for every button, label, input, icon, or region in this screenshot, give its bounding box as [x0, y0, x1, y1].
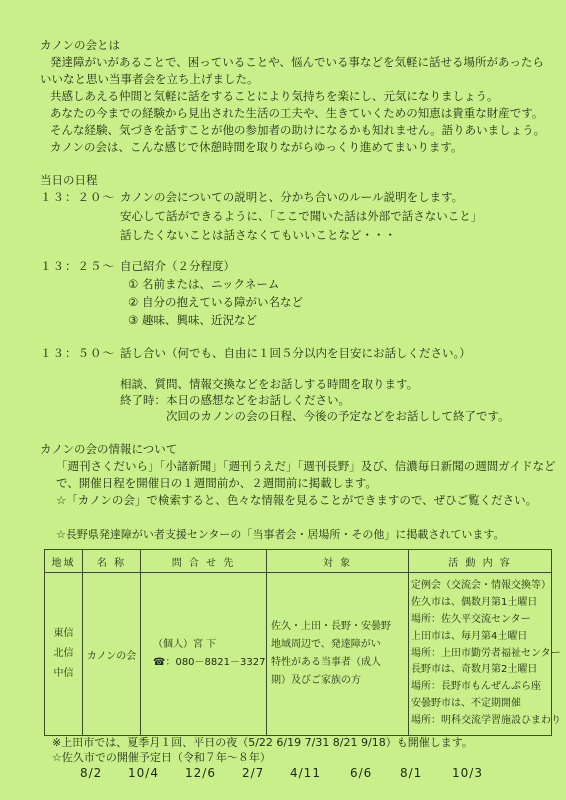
schedule-heading: 当日の日程 [40, 173, 98, 187]
contact-cell [141, 573, 267, 736]
saku-date: 8/1 [400, 766, 423, 780]
area-name: 北信 [53, 648, 74, 659]
schedule-text: 次回のカノンの会の日程、今後の予定などをお話しして終了です。 [166, 409, 510, 423]
area-cell [45, 573, 83, 736]
target-line: 佐久・上田・長野・安曇野 [271, 621, 391, 632]
schedule-time: １３：５０～ [40, 346, 115, 360]
saku-date: 2/7 [242, 766, 265, 780]
activity-line: 上田市は、毎月第4土曜日 [411, 630, 528, 642]
schedule-time: １３：２０～ [40, 190, 115, 204]
intro-item: ① 名前または、ニックネーム [128, 277, 280, 291]
saku-date: 10/4 [128, 766, 159, 780]
target-line: 地域周辺で、発達障がい [271, 639, 381, 650]
ueda-note: ※上田市では、夏季月１回、平日の夜（5/22 6/19 7/31 8/21 9/18）も開催します。 [52, 736, 473, 749]
intro-line: そんな経験、気づきを話すことが他の参加者の助けになるかも知れません。語りあいましょう。 [50, 123, 546, 137]
activity-line: 安曇野市は、不定期開催 [411, 697, 521, 709]
activity-cell [409, 573, 561, 736]
activity-line: 長野市は、奇数月第2土曜日 [411, 664, 538, 676]
table-header: 活 動 内 容 [409, 550, 552, 573]
table-header: 対 象 [267, 550, 409, 573]
schedule-text: 自己紹介（２分程度） [120, 259, 235, 273]
intro-line: 発達障がいがあることで、困っていることや、悩んでいる事などを気軽に話せる場所があったら [50, 55, 544, 69]
schedule-text: 話したくないことは話さなくてもいいことなど・・・ [120, 228, 396, 242]
info-line: ☆「カノンの会」で検索すると、色々な情報を見ることができますので、ぜひご覧ください。 [56, 493, 538, 507]
intro-line: いいなと思い当事者会を立ち上げました。 [40, 72, 259, 86]
table-header: 問 合 せ 先 [141, 550, 267, 573]
saku-date: 4/11 [290, 766, 321, 780]
name-cell: カノンの会 [83, 573, 141, 736]
intro-line: あなたの今までの経験から見出された生活の工夫や、生きていくための知恵は貴重な財産です。 [50, 106, 544, 120]
target-line: 期）及びご家族の方 [271, 675, 361, 686]
table-header-row [45, 550, 552, 573]
table-row [45, 573, 552, 736]
intro-item: ② 自分の抱えている障がい名など [128, 295, 303, 309]
target-line: 特性がある当事者（成人 [271, 657, 381, 668]
activity-line: 佐久市は、偶数月第1土曜日 [411, 597, 538, 609]
group-table [44, 549, 561, 736]
schedule-text: 話し合い（何でも、自由に１回５分以内を目安にお話しください。） [120, 346, 471, 360]
schedule-text: 終了時：本日の感想などをお話しください。 [120, 393, 350, 407]
info-heading: カノンの会の情報について [40, 442, 178, 456]
activity-line: 場所：明科交流学習施設ひまわり [411, 714, 561, 726]
saku-date: 8/2 [80, 766, 103, 780]
table-header: 名 称 [83, 550, 141, 573]
schedule-text: カノンの会についての説明と、分かち合いのルール説明をします。 [120, 190, 464, 204]
intro-heading: カノンの会とは [40, 38, 121, 52]
table-caption: ☆長野県発達障がい者支援センターの「当事者会・居場所・その他」に掲載されています。 [56, 528, 505, 541]
contact-person: （個人）宮 下 [153, 639, 217, 650]
activity-line: 場所：佐久平交流センター [411, 614, 531, 625]
activity-line: 場所：上田市勤労者福祉センター [411, 647, 561, 659]
intro-line: カノンの会は、こんな感じで休憩時間を取りながらゆっくり進めてまいります。 [50, 140, 463, 154]
activity-line: 定例会（交流会・情報交換等） [411, 580, 551, 592]
area-name: 中信 [53, 668, 74, 679]
schedule-text: 相談、質問、情報交換などをお話しする時間を取ります。 [120, 377, 419, 391]
schedule-time: １３：２５～ [40, 259, 115, 273]
info-line: で、開催日程を開催日の１週間前か、２週間前に掲載します。 [56, 476, 377, 490]
activity-line: 場所：長野市もんぜんぷら座 [411, 681, 541, 693]
target-cell [267, 573, 409, 736]
intro-line: 共感しあえる仲間と気軽に話をすることにより気持ちを楽にし、元気になりましょう。 [50, 89, 499, 103]
saku-date: 10/3 [452, 766, 483, 780]
table-header: 地域 [45, 550, 83, 573]
schedule-text: 安心して話ができるように、「ここで聞いた話は外部で話さないこと」 [120, 209, 483, 223]
saku-date: 6/6 [350, 766, 373, 780]
intro-item: ③ 趣味、興味、近況など [128, 313, 257, 327]
saku-date: 12/6 [185, 766, 216, 780]
saku-title: ☆佐久市での開催予定日（令和７年～８年） [52, 751, 271, 764]
area-name: 東信 [53, 628, 74, 639]
contact-phone: ☎：080－8821－3327 [153, 657, 266, 668]
info-line: 「週刊さくだいら」「小諸新聞」「週刊うえだ」「週刊長野」及び、信濃毎日新聞の週間ガイドなど [56, 459, 556, 473]
